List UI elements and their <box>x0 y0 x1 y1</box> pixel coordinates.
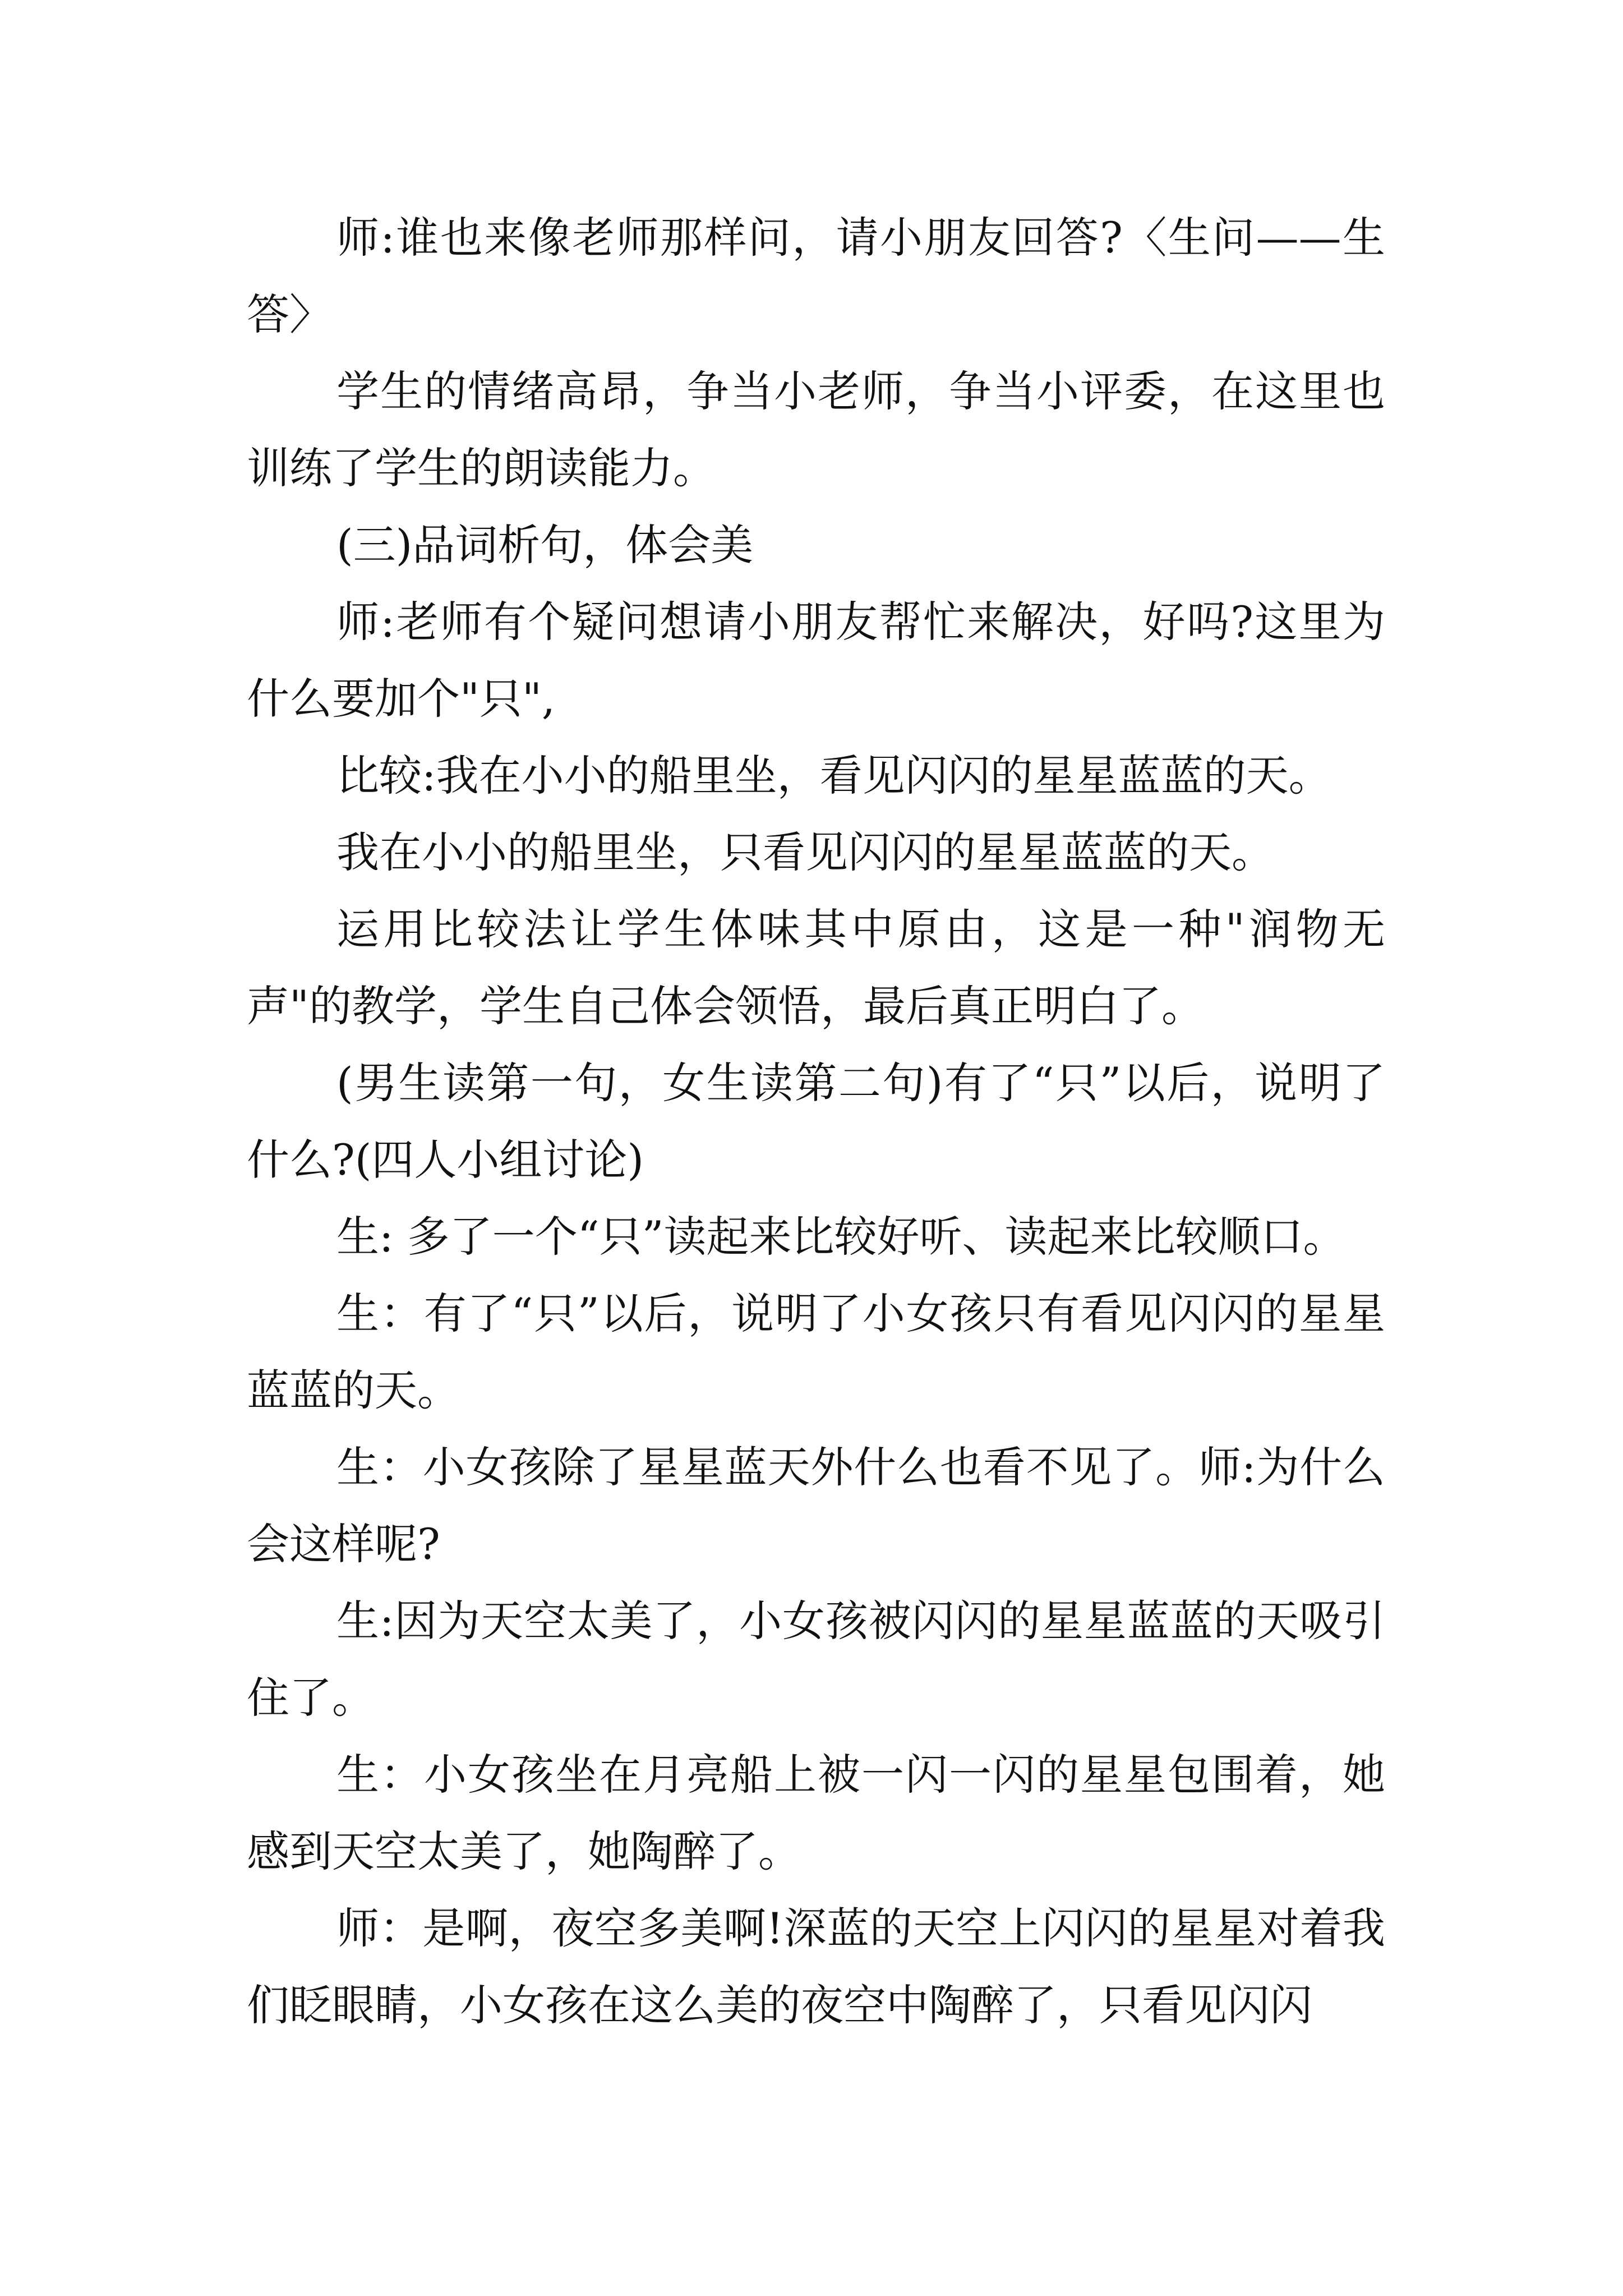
paragraph-student-answer-5: 生：小女孩坐在月亮船上被一闪一闪的星星包围着，她感到天空太美了，她陶醉了。 <box>247 1750 1385 1876</box>
paragraph-teacher-question: 师:谁也来像老师那样问，请小朋友回答?〈生问——生答〉 <box>247 213 1385 339</box>
paragraph-teacher-doubt: 师:老师有个疑问想请小朋友帮忙来解决，好吗?这里为什么要加个"只", <box>247 597 1385 724</box>
paragraph-comparison-1: 比较:我在小小的船里坐，看见闪闪的星星蓝蓝的天。 <box>336 751 1331 800</box>
section-heading-3: (三)品词析句，体会美 <box>336 520 754 570</box>
paragraph-comparison-method: 运用比较法让学生体味其中原由，这是一种"润物无声"的教学，学生自己体会领悟，最后真正明白了。 <box>247 904 1385 1031</box>
paragraph-student-answer-1: 生: 多了一个“只”读起来比较好听、读起来比较顺口。 <box>336 1212 1346 1262</box>
paragraph-comparison-2: 我在小小的船里坐，只看见闪闪的星星蓝蓝的天。 <box>336 827 1274 877</box>
paragraph-teacher-summary: 师：是啊，夜空多美啊!深蓝的天空上闪闪的星星对着我们眨眼睛，小女孩在这么美的夜空中陶醉了，只看见闪闪 <box>247 1903 1385 2030</box>
document-page <box>247 199 1385 2044</box>
paragraph-student-answer-3: 生：小女孩除了星星蓝天外什么也看不见了。师:为什么会这样呢? <box>247 1442 1385 1569</box>
paragraph-student-enthusiasm: 学生的情绪高昂，争当小老师，争当小评委，在这里也训练了学生的朗读能力。 <box>247 366 1385 493</box>
paragraph-group-reading: (男生读第一句，女生读第二句)有了“只”以后，说明了什么?(四人小组讨论) <box>247 1058 1385 1185</box>
paragraph-student-answer-2: 生：有了“只”以后，说明了小女孩只有看见闪闪的星星蓝蓝的天。 <box>247 1289 1385 1415</box>
paragraph-student-answer-4: 生:因为天空太美了，小女孩被闪闪的星星蓝蓝的天吸引住了。 <box>247 1596 1385 1723</box>
